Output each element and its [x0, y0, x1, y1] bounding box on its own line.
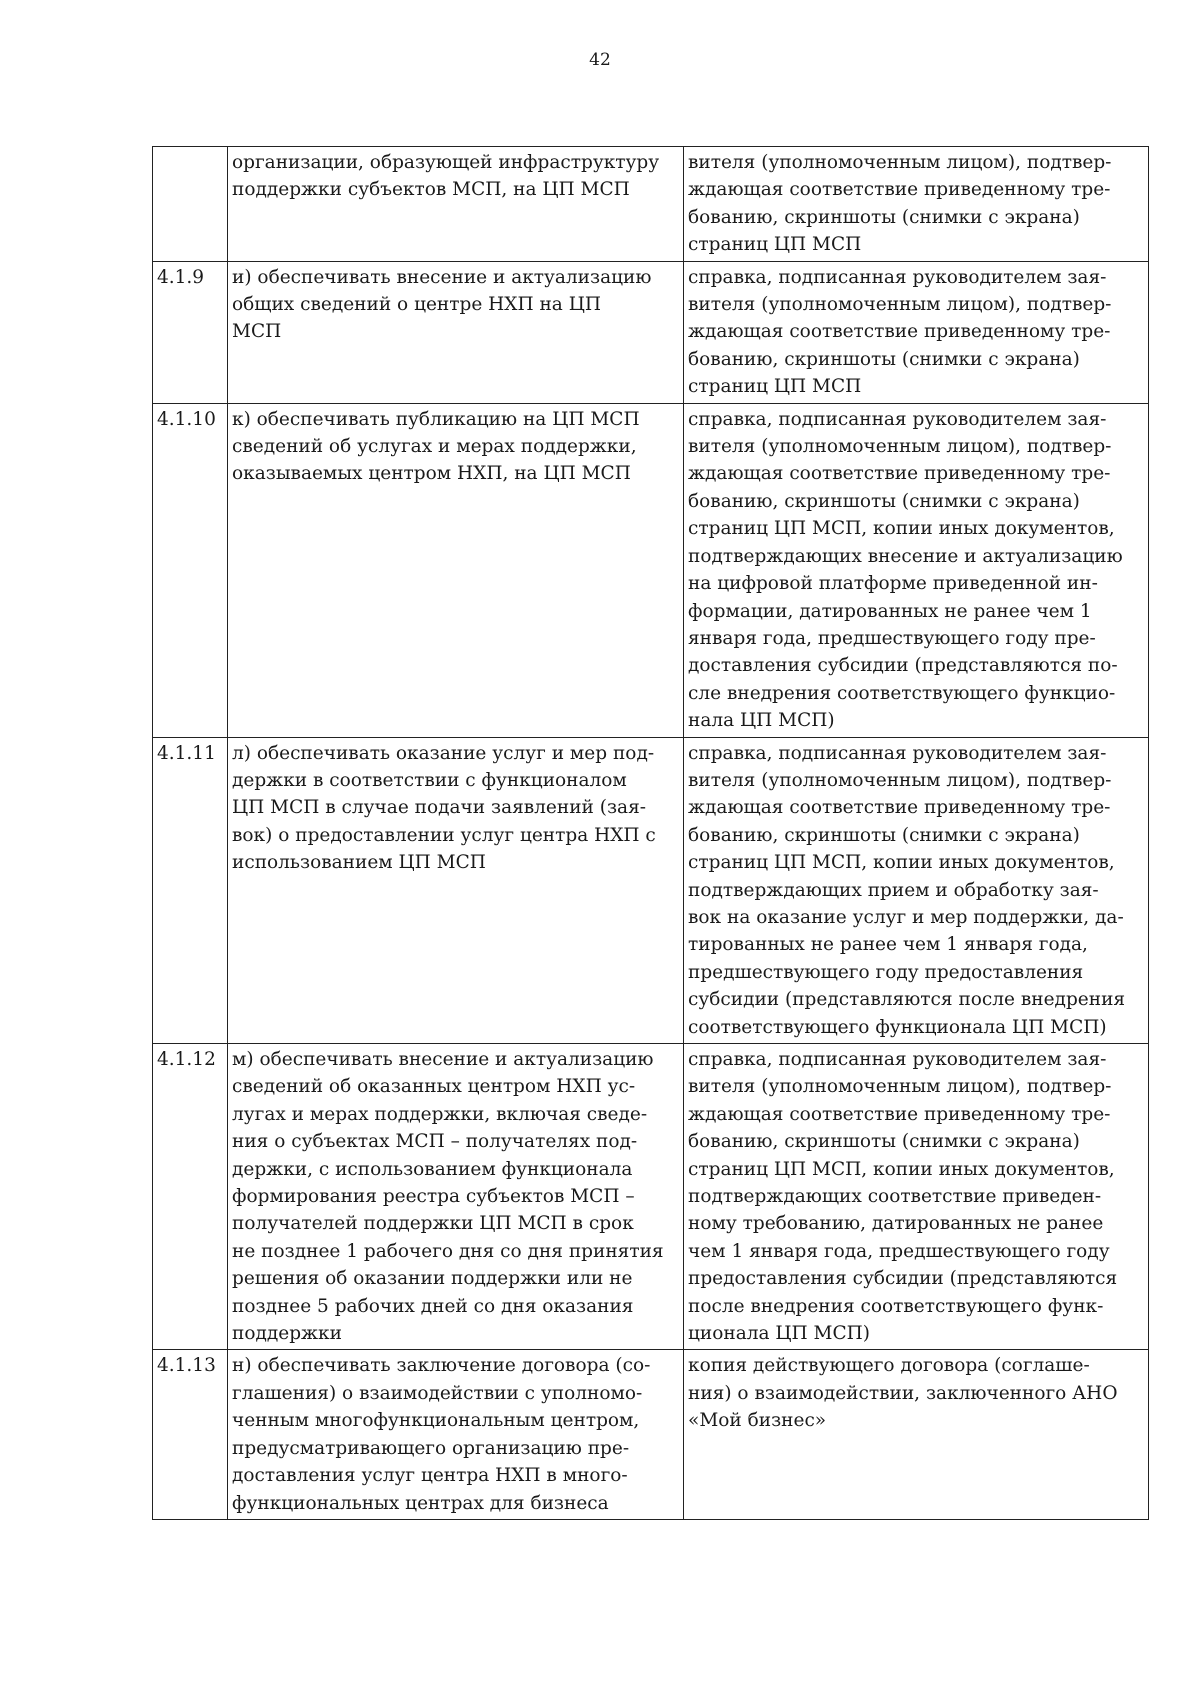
document-text: справка, подписанная руководителем зая- вителя (уполномоченным лицом), подтвер- ждающая соответствие приведенному тре- бованию, скриншоты (снимки с экрана) страниц ЦП МСП, копии иных документов, подтверждающих прием и обработку зая- вок на оказание услуг и мер поддержки, да- тированных не ранее чем 1 января года, предшествующего году предоставления субсидии (представляются после внедрения соответствующего функционала ЦП МСП)	[688, 742, 1126, 1038]
table-row	[153, 403, 1149, 737]
document-cell	[684, 1350, 1149, 1519]
document-text: справка, подписанная руководителем зая- вителя (уполномоченным лицом), подтвер- ждающая соответствие приведенному тре- бованию, скриншоты (снимки с экрана) страниц ЦП МСП, копии иных документов, подтверждающих соответствие приведен- ному требованию, датированных не ранее чем 1 января года, предшествующего году предоставления субсидии (представляются после внедрения соответствующего функ- ционала ЦП МСП)	[688, 1049, 1118, 1345]
requirements-table	[152, 146, 1149, 1520]
document-text: справка, подписанная руководителем зая- вителя (уполномоченным лицом), подтвер- ждающая соответствие приведенному тре- бованию, скриншоты (снимки с экрана) страниц ЦП МСП, копии иных документов, подтверждающих внесение и актуализацию на цифровой платформе приведенной ин- формации, датированных не ранее чем 1 января года, предшествующего году пре- доставления субсидии (представляются по- сле внедрения соответствующего функцио- нала ЦП МСП)	[688, 408, 1123, 732]
document-cell	[684, 261, 1149, 403]
document-text: копия действующего договора (соглаше- ния) о взаимодействии, заключенного АНО «Мой бизнес»	[688, 1355, 1118, 1432]
requirement-cell	[228, 1350, 684, 1519]
document-text: вителя (уполномоченным лицом), подтвер- ждающая соответствие приведенному тре- бованию, скриншоты (снимки с экрана) страниц ЦП МСП	[688, 152, 1112, 256]
document-cell	[684, 147, 1149, 262]
page-number: 42	[589, 50, 611, 70]
row-number: 4.1.9	[157, 266, 205, 288]
table-row	[153, 737, 1149, 1043]
row-number-cell	[153, 261, 228, 403]
row-number: 4.1.11	[157, 742, 216, 764]
requirement-cell	[228, 737, 684, 1043]
row-number-cell	[153, 147, 228, 262]
requirement-cell	[228, 403, 684, 737]
row-number: 4.1.13	[157, 1355, 216, 1377]
requirement-cell	[228, 1044, 684, 1350]
requirement-cell	[228, 147, 684, 262]
row-number-cell	[153, 1044, 228, 1350]
table-row	[153, 1044, 1149, 1350]
requirement-text: организации, образующей инфраструктуру поддержки субъектов МСП, на ЦП МСП	[232, 152, 660, 201]
row-number: 4.1.10	[157, 408, 216, 430]
row-number-cell	[153, 403, 228, 737]
requirement-text: к) обеспечивать публикацию на ЦП МСП сведений об услугах и мерах поддержки, оказываемых центром НХП, на ЦП МСП	[232, 408, 640, 485]
row-number-cell	[153, 1350, 228, 1519]
table-row	[153, 1350, 1149, 1519]
requirement-cell	[228, 261, 684, 403]
document-cell	[684, 403, 1149, 737]
document-text: справка, подписанная руководителем зая- вителя (уполномоченным лицом), подтвер- ждающая соответствие приведенному тре- бованию, скриншоты (снимки с экрана) страниц ЦП МСП	[688, 266, 1112, 398]
requirement-text: и) обеспечивать внесение и актуализацию общих сведений о центре НХП на ЦП МСП	[232, 266, 652, 343]
requirement-text: м) обеспечивать внесение и актуализацию сведений об оказанных центром НХП ус- лугах и мерах поддержки, включая сведе- ния о субъектах МСП – получателях под- держки, с использованием функционала формирования реестра субъектов МСП – получателей поддержки ЦП МСП в срок не позднее 1 рабочего дня со дня принятия решения об оказании поддержки или не позднее 5 рабочих дней со дня оказания поддержки	[232, 1049, 664, 1345]
table-row	[153, 261, 1149, 403]
table-row	[153, 147, 1149, 262]
row-number: 4.1.12	[157, 1049, 216, 1070]
requirement-text: н) обеспечивать заключение договора (со- глашения) о взаимодействии с уполномо- ченным многофункциональным центром, предусматривающего организацию пре- доставления услуг центра НХП в много- функциональных центрах для бизнеса	[232, 1355, 651, 1514]
requirement-text: л) обеспечивать оказание услуг и мер под- держки в соответствии с функционалом ЦП МСП в случае подачи заявлений (зая- вок) о предоставлении услуг центра НХП с использованием ЦП МСП	[232, 742, 656, 874]
document-cell	[684, 1044, 1149, 1350]
row-number-cell	[153, 737, 228, 1043]
document-cell	[684, 737, 1149, 1043]
